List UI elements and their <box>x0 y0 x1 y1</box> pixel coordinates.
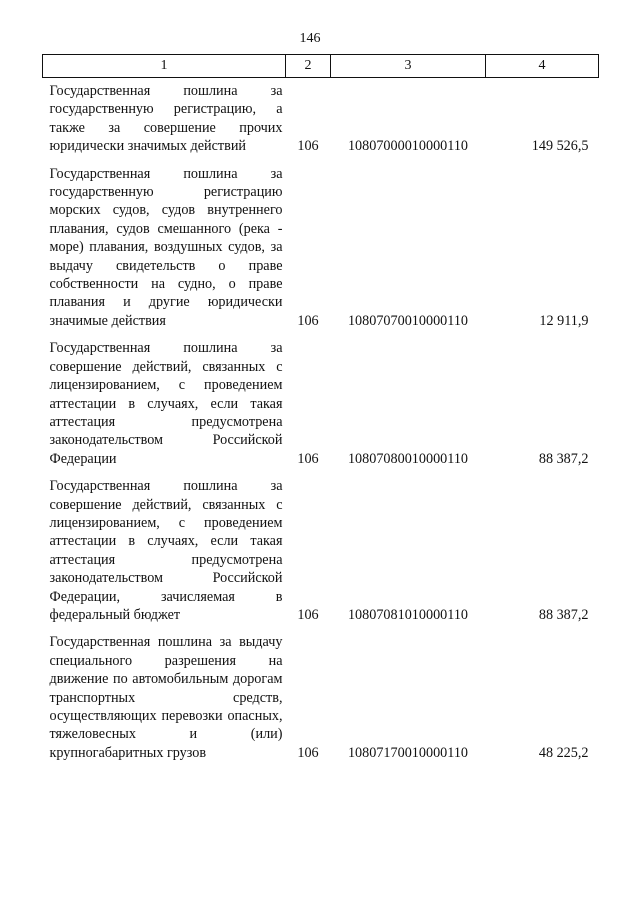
row-admin-code: 106 <box>297 744 319 761</box>
row-admin-code: 106 <box>297 450 319 467</box>
table-row <box>43 339 599 477</box>
row-kbk-code: 10807170010000110 <box>347 744 469 761</box>
table-header-row <box>43 55 599 78</box>
row-name <box>43 165 286 340</box>
row-name-text: Государственная пошлина за совершение действий, связанных с лицензированием, с проведением аттестации в случаях, если такая аттестация предусмотрена законодательством Российской Федерации <box>49 340 283 467</box>
row-amount: 48 225,2 <box>538 744 589 761</box>
row-name <box>43 78 286 165</box>
row-name-text: Государственная пошлина за совершение действий, связанных с лицензированием, с проведением аттестации в случаях, если такая аттестация предусмотрена законодательством Российской Федерации, зачисляемая в федеральный бюджет <box>49 478 283 623</box>
column-header-2: 2 <box>286 55 331 78</box>
row-admin-code: 106 <box>297 606 319 623</box>
row-kbk-code: 10807080010000110 <box>347 450 469 467</box>
row-name-text: Государственная пошлина за государственную регистрацию, а также за совершение прочих юридически значимых действий <box>49 83 283 155</box>
row-name-text: Государственная пошлина за выдачу специального разрешения на движение по автомобильным дорогам транспортных средств, осуществляющих перевозки опасных, тяжеловесных и (или) крупногабаритных грузов <box>49 634 283 761</box>
column-header-1: 1 <box>43 55 286 78</box>
row-name-text: Государственная пошлина за государственную регистрацию морских судов, судов внутреннего плавания, судов смешанного (река - море) плавания, воздушных судов, за выдачу свидетельств о праве собственности на судно, о праве плавания и другие юридически значимые действия <box>49 165 283 329</box>
row-admin-code: 106 <box>297 138 319 155</box>
row-kbk-code: 10807000010000110 <box>347 138 469 155</box>
revenue-table <box>42 54 599 771</box>
row-name <box>43 339 286 477</box>
row-kbk-code: 10807070010000110 <box>347 312 469 329</box>
row-amount: 88 387,2 <box>538 450 589 467</box>
row-amount: 88 387,2 <box>538 606 589 623</box>
table-row <box>43 477 599 633</box>
table-row <box>43 165 599 340</box>
row-amount: 149 526,5 <box>531 138 589 155</box>
row-name <box>43 477 286 633</box>
row-admin-code: 106 <box>297 312 319 329</box>
column-header-3: 3 <box>331 55 486 78</box>
row-name <box>43 633 286 771</box>
table-row <box>43 78 599 165</box>
column-header-4: 4 <box>486 55 599 78</box>
row-kbk-code: 10807081010000110 <box>347 606 469 623</box>
page-number: 146 <box>299 31 321 46</box>
row-amount: 12 911,9 <box>539 312 589 329</box>
table-row <box>43 633 599 771</box>
